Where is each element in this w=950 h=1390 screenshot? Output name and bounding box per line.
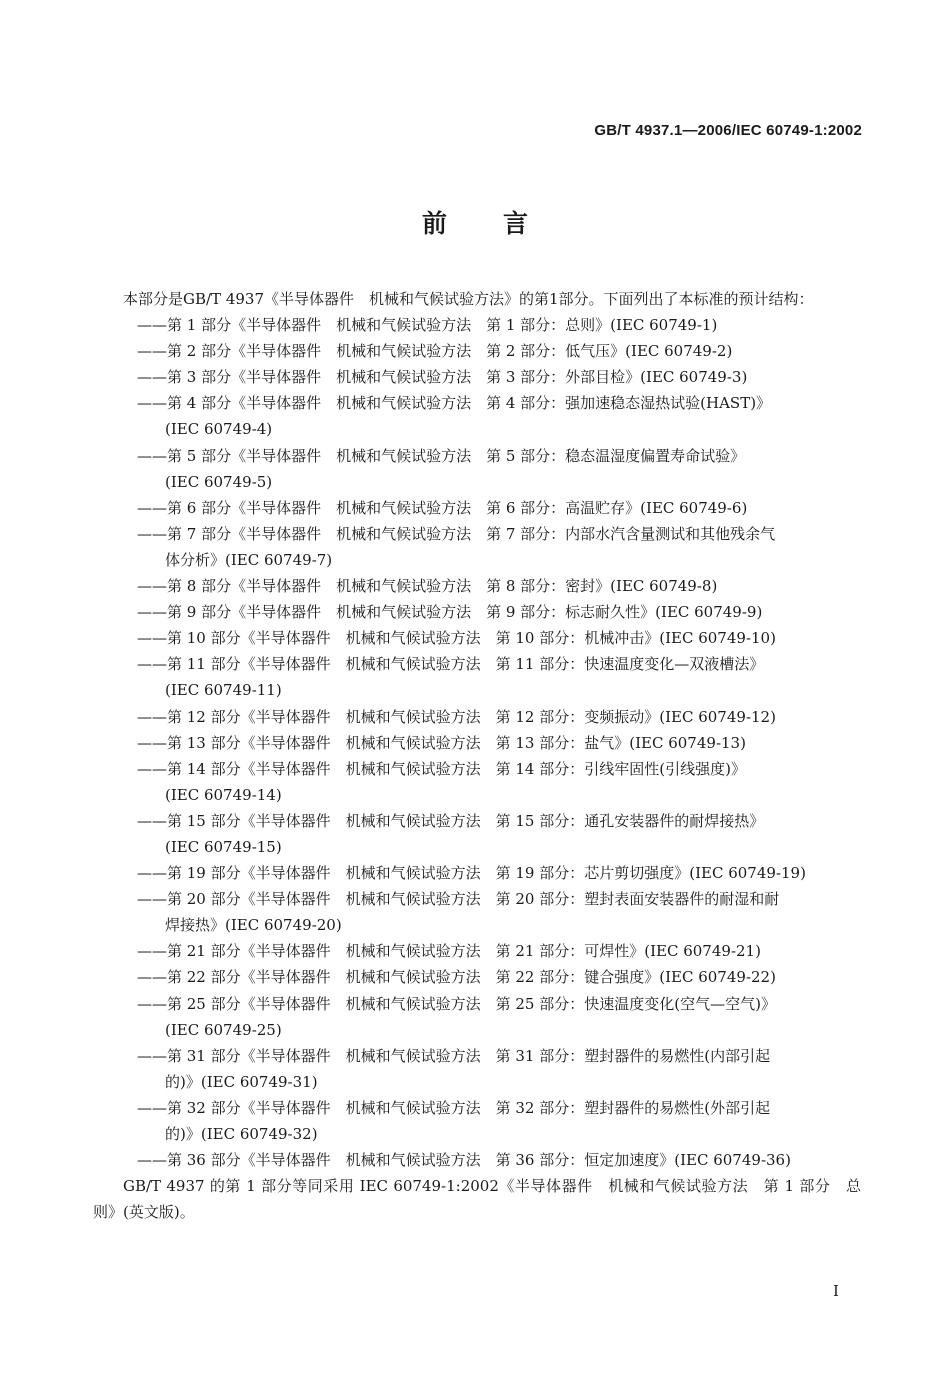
list-item-line: ——第 20 部分《半导体器件 机械和气候试验方法 第 20 部分：塑封表面安装器件的耐湿和耐: [137, 890, 780, 909]
list-item-line: ——第 25 部分《半导体器件 机械和气候试验方法 第 25 部分：快速温度变化(空气—空气)》: [137, 994, 776, 1013]
list-item: [93, 364, 861, 390]
list-item-continuation: (IEC 60749-5): [165, 472, 273, 491]
closing-paragraph: GB/T 4937 的第 1 部分等同采用 IEC 60749-1:2002《半导体器件 机械和气候试验方法 第 1 部分 总则》(英文版)。: [93, 1177, 861, 1222]
intro-paragraph: 本部分是GB/T 4937《半导体器件 机械和气候试验方法》的第1部分。下面列出了本标准的预计结构：: [123, 290, 814, 308]
list-item: [93, 495, 861, 521]
list-item-line: ——第 36 部分《半导体器件 机械和气候试验方法 第 36 部分：恒定加速度》(IEC 60749-36): [137, 1151, 791, 1170]
list-item: [93, 651, 861, 703]
list-item-continuation: (IEC 60749-4): [165, 420, 273, 439]
list-item-continuation: (IEC 60749-15): [165, 837, 282, 856]
list-item-line: ——第 1 部分《半导体器件 机械和气候试验方法 第 1 部分：总则》(IEC 60749-1): [137, 316, 718, 335]
list-item-line: ——第 32 部分《半导体器件 机械和气候试验方法 第 32 部分：塑封器件的易燃性(外部引起: [137, 1098, 771, 1117]
list-item-line: ——第 12 部分《半导体器件 机械和气候试验方法 第 12 部分：变频振动》(IEC 60749-12): [137, 707, 776, 726]
list-item: [93, 704, 861, 730]
list-item-line: ——第 6 部分《半导体器件 机械和气候试验方法 第 6 部分：高温贮存》(IEC 60749-6): [137, 498, 748, 517]
list-item-line: ——第 8 部分《半导体器件 机械和气候试验方法 第 8 部分：密封》(IEC 60749-8): [137, 577, 718, 596]
list-item: [93, 938, 861, 964]
list-item: [93, 1095, 861, 1147]
list-item-line: ——第 5 部分《半导体器件 机械和气候试验方法 第 5 部分：稳态温湿度偏置寿命试验》: [137, 446, 746, 465]
list-item: [93, 808, 861, 860]
list-item-line: ——第 13 部分《半导体器件 机械和气候试验方法 第 13 部分：盐气》(IEC 60749-13): [137, 733, 746, 752]
list-item-continuation: 的)》(IEC 60749-31): [165, 1072, 318, 1091]
list-item: [93, 443, 861, 495]
list-item: [93, 886, 861, 938]
list-item: [93, 390, 861, 442]
list-item-line: ——第 3 部分《半导体器件 机械和气候试验方法 第 3 部分：外部目检》(IEC 60749-3): [137, 368, 748, 387]
list-item-continuation: (IEC 60749-14): [165, 785, 282, 804]
parts-list: [93, 312, 861, 1173]
list-item-line: ——第 9 部分《半导体器件 机械和气候试验方法 第 9 部分：标志耐久性》(IEC 60749-9): [137, 603, 763, 622]
list-item: [93, 573, 861, 599]
list-item: [93, 599, 861, 625]
list-item: [93, 730, 861, 756]
list-item-line: ——第 10 部分《半导体器件 机械和气候试验方法 第 10 部分：机械冲击》(IEC 60749-10): [137, 629, 776, 648]
list-item-continuation: 的)》(IEC 60749-32): [165, 1125, 318, 1143]
list-item-line: ——第 4 部分《半导体器件 机械和气候试验方法 第 4 部分：强加速稳态湿热试验(HAST)》: [137, 394, 772, 413]
list-item: [93, 1147, 861, 1173]
list-item: [93, 338, 861, 364]
list-item-line: ——第 19 部分《半导体器件 机械和气候试验方法 第 19 部分：芯片剪切强度》(IEC 60749-19): [137, 864, 806, 883]
list-item-line: ——第 15 部分《半导体器件 机械和气候试验方法 第 15 部分：通孔安装器件的耐焊接热》: [137, 811, 765, 830]
list-item: [93, 756, 861, 808]
standard-code-header: GB/T 4937.1—2006/IEC 60749-1:2002: [594, 122, 862, 139]
list-item-line: ——第 11 部分《半导体器件 机械和气候试验方法 第 11 部分：快速温度变化—双液槽法》: [137, 655, 765, 674]
list-item-line: ——第 21 部分《半导体器件 机械和气候试验方法 第 21 部分：可焊性》(IEC 60749-21): [137, 942, 761, 961]
page-title: 前言: [421, 209, 584, 238]
list-item: [93, 860, 861, 886]
list-item-continuation: (IEC 60749-25): [165, 1020, 282, 1039]
list-item: [93, 625, 861, 651]
page-number: I: [833, 1282, 839, 1300]
list-item-line: ——第 31 部分《半导体器件 机械和气候试验方法 第 31 部分：塑封器件的易燃性(内部引起: [137, 1046, 771, 1065]
list-item-line: ——第 2 部分《半导体器件 机械和气候试验方法 第 2 部分：低气压》(IEC 60749-2): [137, 342, 733, 361]
list-item-line: ——第 22 部分《半导体器件 机械和气候试验方法 第 22 部分：键合强度》(IEC 60749-22): [137, 968, 776, 987]
list-item: [93, 1043, 861, 1095]
list-item-continuation: 焊接热》(IEC 60749-20): [165, 916, 342, 935]
list-item: [93, 964, 861, 990]
list-item: [93, 991, 861, 1043]
list-item-line: ——第 7 部分《半导体器件 机械和气候试验方法 第 7 部分：内部水汽含量测试和其他残余气: [137, 524, 776, 543]
foreword-body: [93, 286, 861, 1225]
list-item-continuation: (IEC 60749-11): [165, 681, 282, 700]
list-item-line: ——第 14 部分《半导体器件 机械和气候试验方法 第 14 部分：引线牢固性(引线强度)》: [137, 759, 746, 778]
list-item: [93, 312, 861, 338]
list-item-continuation: 体分析》(IEC 60749-7): [165, 550, 333, 569]
list-item: [93, 521, 861, 573]
